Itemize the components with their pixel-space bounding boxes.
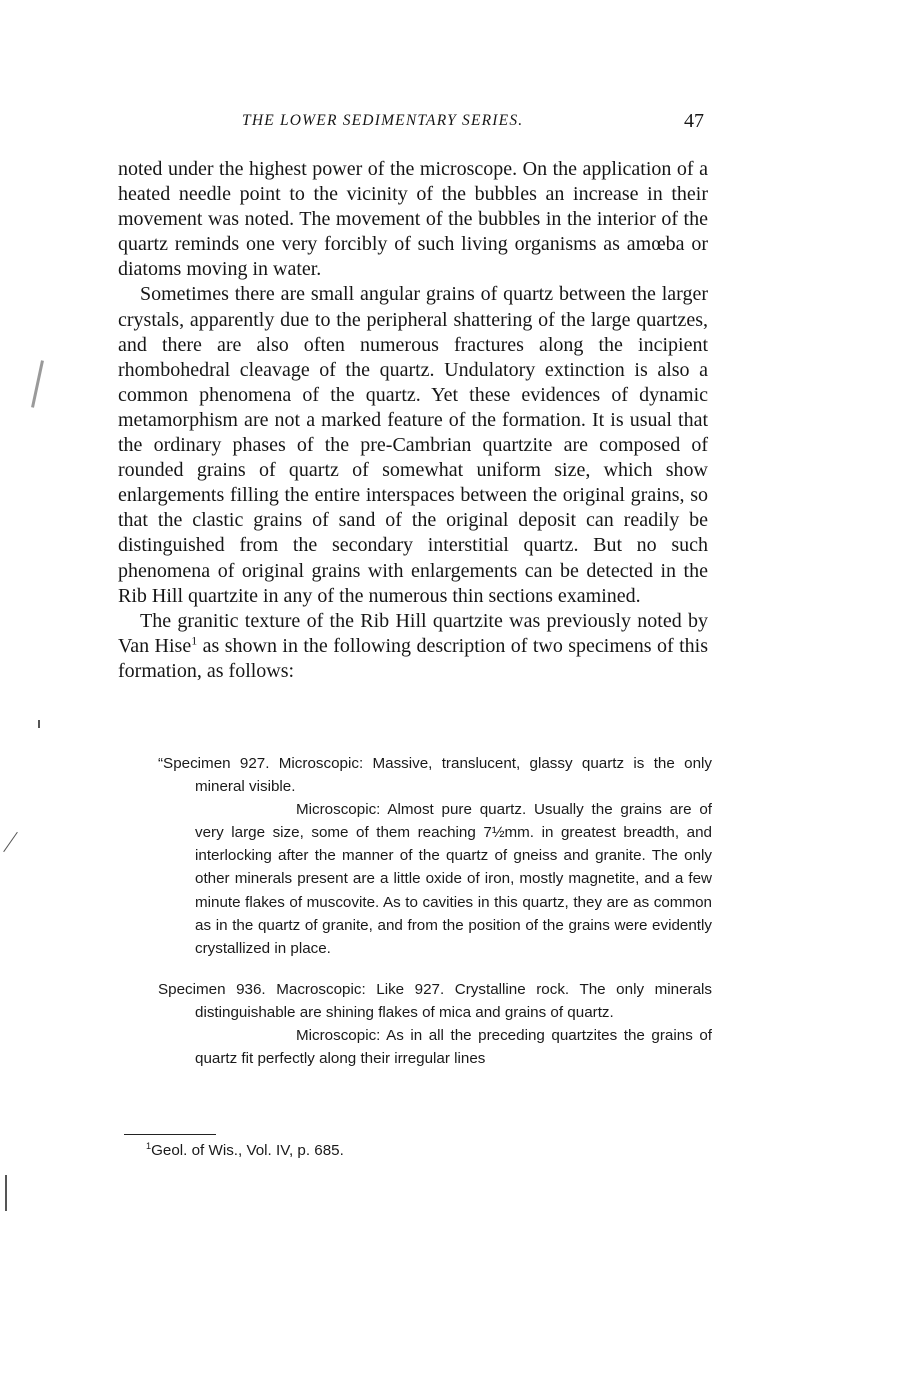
footnote-rule: [124, 1134, 216, 1135]
specimen-936-microscopic: [158, 1024, 712, 1070]
scan-speck: [31, 360, 44, 408]
running-title: THE LOWER SEDIMENTARY SERIES.: [242, 112, 524, 129]
specimen-927-macroscopic: “Specimen 927. Microscopic: Massive, translucent, glassy quartz is the only mineral visible.: [158, 755, 712, 796]
block-quotation: [158, 752, 712, 1070]
paragraph-3: [118, 609, 708, 684]
footnote-marker: 1: [146, 1140, 152, 1151]
specimen-927-microscopic-text: Microscopic: Almost pure quartz. Usually the grains are of very large size, some of them reaching 7½mm. in greatest breadth, and interlocking after the manner of the quartz of gneiss and granite. The only other minerals present are a little oxide of iron, mostly magnetite, and a few minute flakes of muscovite. As to cavities in this quartz, they are as common as in the quartz of granite, and from the position of the grains were evidently crystallized in place.: [195, 801, 712, 957]
footnote: [146, 1142, 344, 1159]
paragraph-3-text-a: The granitic texture of the Rib Hill quartzite was previously noted by Van Hise: [118, 609, 708, 657]
paragraph-3-text-b: as shown in the following description of two specimens of this formation, as follows:: [118, 634, 709, 682]
scan-speck: [38, 720, 40, 728]
specimen-936-microscopic-text: Microscopic: As in all the preceding quartzites the grains of quartz fit perfectly along their irregular lines: [195, 1027, 712, 1068]
quotation-gap: [158, 960, 712, 978]
specimen-927-microscopic: [158, 798, 712, 960]
body-text: [118, 157, 708, 684]
footnote-reference: 1: [191, 633, 198, 648]
scan-speck: [3, 832, 18, 852]
paragraph-2: Sometimes there are small angular grains of quartz between the larger crystals, apparently due to the peripheral shattering of the large quartzes, and there are also often numerous fractures along the incipient rhombohedral cleavage of the quartz. Undulatory extinction is also a common phenomena of the quartz. Yet these evidences of dynamic metamorphism are not a marked feature of the formation. It is usual that the ordinary phases of the pre-Cambrian quartzite are composed of rounded grains of quartz of somewhat uniform size, which show enlargements filling the entire interspaces between the original grains, so that the clastic grains of sand of the original deposit can readily be distinguished from the secondary interstitial quartz. But no such phenomena of original grains with enlargements can be detected in the Rib Hill quartzite in any of the numerous thin sections examined.: [118, 283, 708, 607]
paragraph-1: noted under the highest power of the microscope. On the application of a heated needle point to the vicinity of the bubbles an increase in their movement was noted. The movement of the bubbles in the interior of the quartz reminds one very forcibly of such living organisms as amœba or diatoms moving in water.: [118, 158, 708, 281]
specimen-936-macroscopic: Specimen 936. Macroscopic: Like 927. Crystalline rock. The only minerals distinguishable are shining flakes of mica and grains of quartz.: [158, 980, 712, 1021]
running-head: [118, 112, 708, 138]
scan-speck: [5, 1175, 7, 1211]
page-number: 47: [684, 110, 704, 132]
footnote-text: Geol. of Wis., Vol. IV, p. 685.: [151, 1142, 344, 1159]
